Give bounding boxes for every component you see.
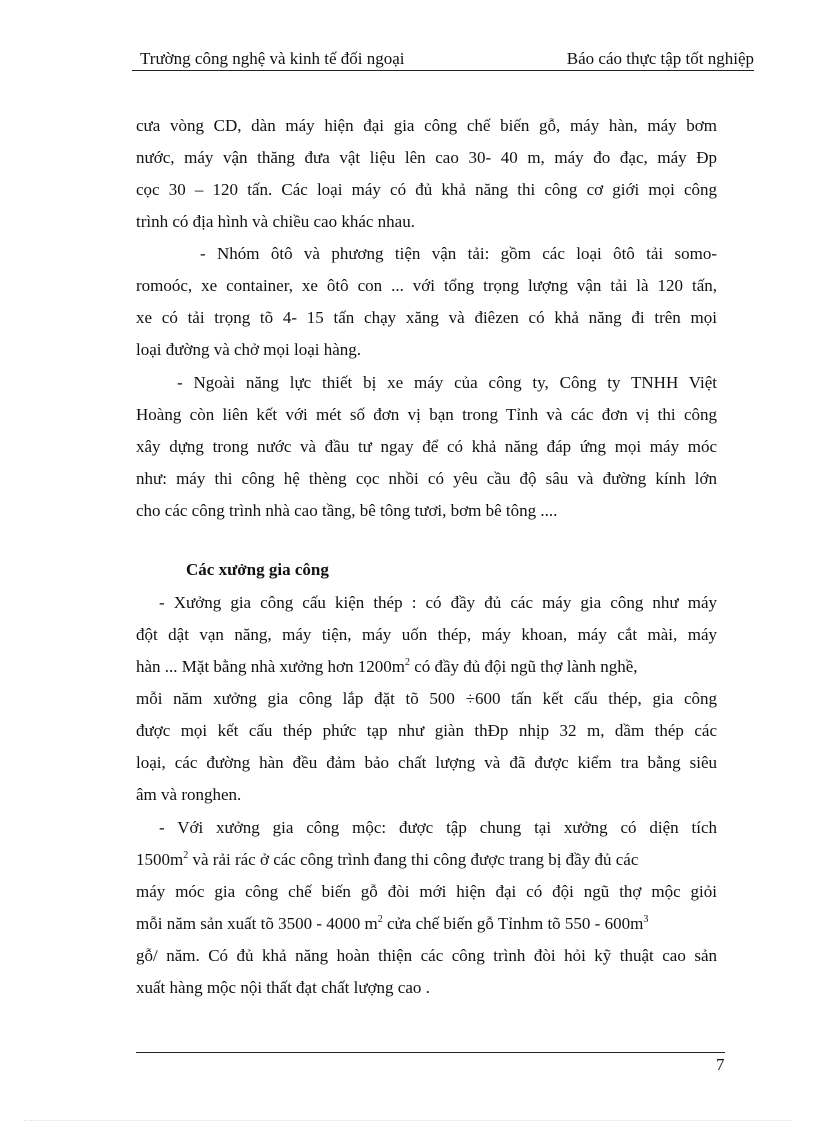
text-line: romoóc, xe container, xe ôtô con ... với tổng trọng lượng vận tải là 120 tấn,	[136, 276, 717, 295]
text-line: - Nhóm ôtô và phương tiện vận tải: gồm các loại ôtô tải somo-	[200, 244, 717, 263]
text-line: loại đường và chở mọi loại hàng.	[136, 340, 362, 359]
text-line: xuất hàng mộc nội thất đạt chất lượng cao .	[136, 978, 430, 997]
text-line: cưa vòng CD, dàn máy hiện đại gia công chế biến gỗ, máy hàn, máy bơm	[136, 116, 717, 135]
text-line: được mọi kết cấu thép phức tạp như giàn thĐp nhịp 32 m, dầm thép các	[136, 721, 717, 740]
text-line: mỗi năm xưởng gia công lắp đặt tõ 500 ÷600 tấn kết cấu thép, gia công	[136, 689, 717, 708]
text-line: loại, các đường hàn đều đảm bảo chất lượng và đã được kiểm tra bằng siêu	[136, 753, 717, 772]
section-heading: Các xưởng gia công	[186, 560, 329, 579]
text-line: - Xưởng gia công cấu kiện thép : có đầy đủ các máy gia công như máy	[159, 593, 717, 612]
text-line	[136, 914, 717, 934]
text-line: - Ngoài năng lực thiết bị xe máy của công ty, Công ty TNHH Việt	[177, 373, 717, 392]
text-fragment: mỗi năm sản xuất tõ 3500 - 4000 m	[136, 914, 378, 933]
page-bottom-border	[24, 1120, 792, 1121]
superscript: 2	[183, 850, 189, 861]
text-line: cho các công trình nhà cao tầng, bê tông tươi, bơm bê tông ....	[136, 501, 558, 520]
page-header	[132, 48, 754, 71]
text-line: nước, máy vận thăng đưa vật liệu lên cao 30- 40 m, máy đo đạc, máy Đp	[136, 148, 717, 167]
superscript: 3	[643, 914, 649, 925]
text-fragment: cửa chế biến gỗ Tỉnhm tõ 550 - 600m	[382, 914, 644, 933]
page-number: 7	[716, 1055, 725, 1074]
superscript: 2	[404, 657, 410, 668]
superscript: 2	[377, 914, 383, 925]
text-fragment: 1500m	[136, 850, 184, 869]
header-report-title: Báo cáo thực tập tốt nghiệp	[566, 49, 754, 68]
text-line: Hoàng còn liên kết với mét số đơn vị bạn trong Tỉnh và các đơn vị thi công	[136, 405, 717, 424]
text-line: đột dật vạn năng, máy tiện, máy uốn thép, máy khoan, máy cắt mài, máy	[136, 625, 717, 644]
text-line: gỗ/ năm. Có đủ khả năng hoàn thiện các công trình đòi hỏi kỹ thuật cao sản	[136, 946, 717, 965]
text-line: âm và ronghen.	[136, 785, 242, 804]
text-line: - Với xưởng gia công mộc: được tập chung tại xưởng có diện tích	[159, 818, 717, 837]
text-fragment: hàn ... Mặt bằng nhà xưởng hơn 1200m	[136, 657, 405, 676]
text-line: cọc 30 – 120 tấn. Các loại máy có đủ khả năng thi công cơ giới mọi công	[136, 180, 717, 199]
text-line: xây dựng trong nước và đầu tư ngay để có khả năng đáp ứng mọi máy móc	[136, 437, 717, 456]
text-fragment: và rải rác ở các công trình đang thi công được trang bị đầy đủ các	[188, 850, 639, 869]
text-fragment: có đầy đủ đội ngũ thợ lành nghề,	[409, 657, 638, 676]
text-line	[136, 850, 717, 870]
text-line: máy móc gia công chế biến gỗ đòi mới hiện đại có đội ngũ thợ mộc giỏi	[136, 882, 717, 901]
text-line: xe có tải trọng tõ 4- 15 tấn chạy xăng và điêzen có khả năng đi trên mọi	[136, 308, 717, 327]
footer-divider	[136, 1052, 725, 1053]
header-school-name: Trường công nghệ và kinh tế đối ngoại	[140, 49, 405, 68]
text-line: trình có địa hình và chiều cao khác nhau.	[136, 212, 415, 231]
text-line: như: máy thi công hệ thèng cọc nhồi có yêu cầu độ sâu và đường kính lớn	[136, 469, 717, 488]
text-line	[136, 657, 717, 677]
